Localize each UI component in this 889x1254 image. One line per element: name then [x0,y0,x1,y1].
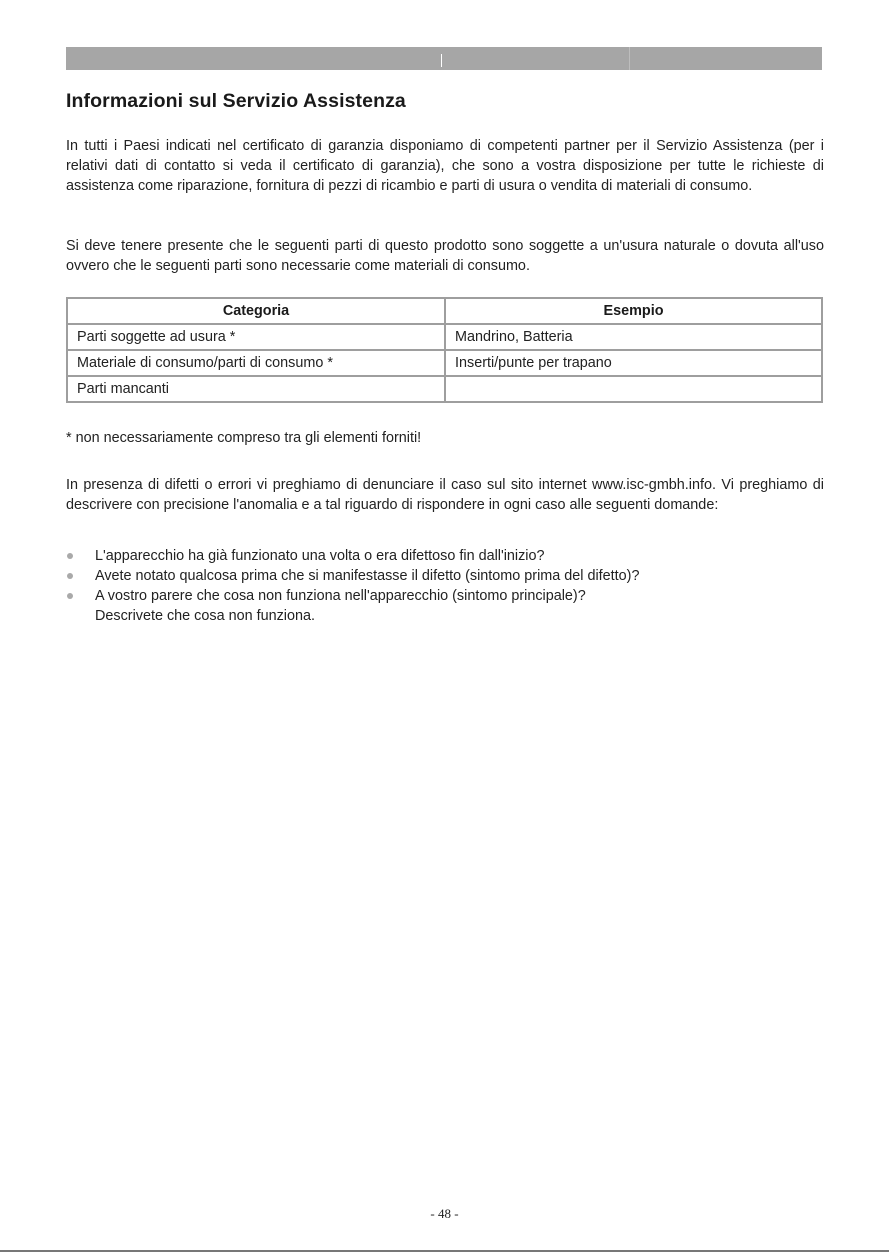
table-cell: Parti soggette ad usura * [67,324,445,350]
table-header-row [67,298,822,324]
table-cell: Parti mancanti [67,376,445,402]
table-footnote: * non necessariamente compreso tra gli elementi forniti! [66,430,422,446]
column-header-categoria: Categoria [67,298,445,324]
table-row [67,376,822,402]
list-item [66,586,826,606]
list-item-text: A vostro parere che cosa non funziona nell'apparecchio (sintomo principale)? [95,588,586,604]
page-number: - 48 - [430,1206,459,1221]
table-row [67,324,822,350]
bullet-icon [67,593,73,599]
bullet-icon [67,553,73,559]
header-divider [629,47,630,70]
bottom-rule [0,1250,889,1252]
table-cell: Inserti/punte per trapano [445,350,822,376]
bullet-icon [67,573,73,579]
header-divider [441,54,442,67]
column-header-esempio: Esempio [445,298,822,324]
question-list [66,546,826,626]
table-row [67,350,822,376]
wear-parts-table [66,297,823,403]
table-cell: Mandrino, Batteria [445,324,822,350]
list-item-text: L'apparecchio ha già funzionato una volta o era difettoso fin dall'inizio? [95,548,545,564]
table-cell [445,376,822,402]
list-item [66,546,826,566]
list-item-text: Avete notato qualcosa prima che si manifestasse il difetto (sintomo prima del difetto)? [95,568,640,584]
list-item-text: Descrivete che cosa non funziona. [95,608,315,624]
header-bar [66,47,822,70]
intro-paragraph: In tutti i Paesi indicati nel certificato di garanzia disponiamo di competenti partner per il Servizio Assistenza (per i relativi dati di contatto si veda il certificato di garanzia), che sono a vostra disposizione per tutte le richieste di assistenza come riparazione, fornitura di pezzi di ricambio e parti di usura o vendita di materiali di consumo. [66,138,824,194]
page-title: Informazioni sul Servizio Assistenza [66,90,406,112]
wear-parts-paragraph: Si deve tenere presente che le seguenti parti di questo prodotto sono soggette a un'usura naturale o dovuta all'uso ovvero che le seguenti parti sono necessarie come materiali di consumo. [66,238,824,274]
table-cell: Materiale di consumo/parti di consumo * [67,350,445,376]
list-item [66,566,826,586]
list-item-continuation [66,606,826,626]
defect-report-paragraph: In presenza di difetti o errori vi preghiamo di denunciare il caso sul sito internet www.isc-gmbh.info. Vi preghiamo di descrivere con precisione l'anomalia e a tal riguardo di rispondere in ogni caso alle seguenti domande: [66,477,824,513]
